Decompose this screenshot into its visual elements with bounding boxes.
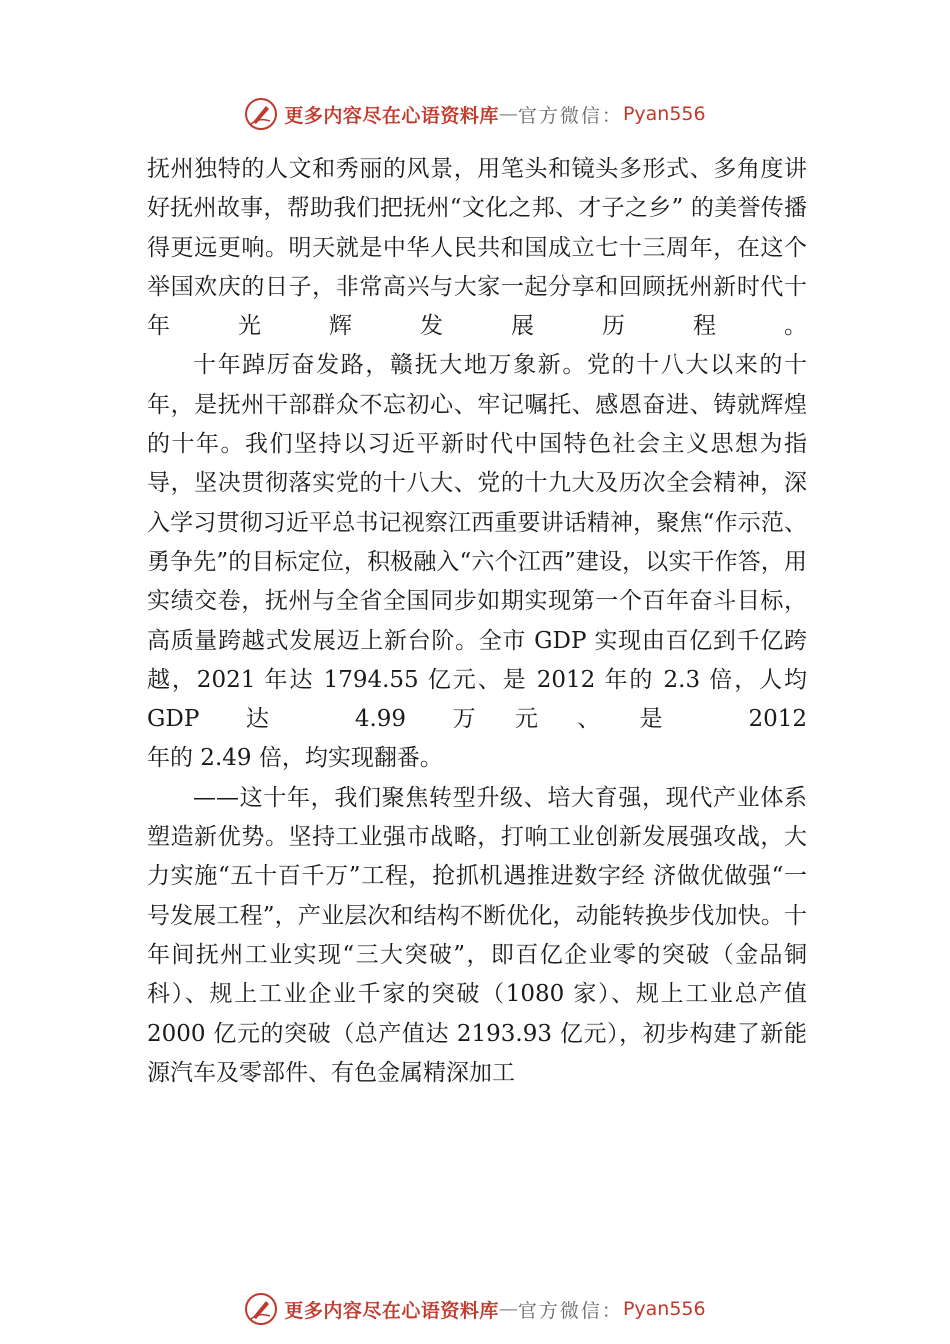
paragraph-1: 抚州独特的人文和秀丽的风景，用笔头和镜头多形式、多角度讲好抚州故事，帮助我们把抚州“文化之邦、才子之乡” 的美誉传播得更远更响。明天就是中华人民共和国成立七十三周年，在这个举国欢庆的日子，非常高兴与大家一起分享和回顾抚州新时代十年光辉发展历程。 — [147, 156, 807, 340]
pen-logo-icon — [244, 97, 278, 131]
footer-watermark — [0, 1289, 950, 1329]
watermark-side-text: 官方微信： — [517, 1299, 623, 1322]
paragraph-3: ——这十年，我们聚焦转型升级、培大育强，现代产业体系塑造新优势。坚持工业强市战略，打响工业创新发展强攻战，大力实施“五十百千万”工程，抢抓机遇推进数字经 济做优做强“一号发展工程”，产业层次和结构不断优化，动能转换步伐加快。十年间抚州工业实现“三大突破”，即百亿企业零的突破（金品铜科）、规上工业企业千家的突破（1080 家）、规上工业总产值 2000 亿元的突破（总产值达 2193.93 亿元），初步构建了新能源汽车及零部件、有色金属精深加工 — [147, 784, 807, 1086]
watermark-id: Pyan556 — [622, 103, 706, 125]
watermark-dash: — — [498, 1298, 518, 1320]
watermark-main-text: 更多内容尽在心语资料库 — [284, 1299, 499, 1322]
watermark-side-text: 官方微信： — [517, 104, 623, 127]
pen-logo-icon — [244, 1292, 278, 1326]
watermark-id: Pyan556 — [622, 1298, 706, 1320]
paragraph-2-tail: 年的 2.49 倍，均实现翻番。 — [147, 745, 443, 772]
header-watermark — [0, 94, 950, 134]
watermark-dash: — — [498, 103, 518, 125]
watermark-main-text: 更多内容尽在心语资料库 — [284, 104, 499, 127]
document-body — [147, 150, 807, 1093]
paragraph-2: 十年踔厉奋发路，赣抚大地万象新。党的十八大以来的十年，是抚州干部群众不忘初心、牢记嘱托、感恩奋进、铸就辉煌的十年。我们坚持以习近平新时代中国特色社会主义思想为指导，坚决贯彻落实党的十八大、党的十九大及历次全会精神，深入学习贯彻习近平总书记视察江西重要讲话精神，聚焦“作示范、勇争先”的目标定位，积极融入“六个江西”建设，以实干作答，用实绩交卷，抚州与全省全国同步如期实现第一个百年奋斗目标，高质量跨越式发展迈上新台阶。全市 GDP 实现由百亿到千亿跨越，2021 年达 1794.55 亿元、是 2012 年的 2.3 倍，人均 GDP 达 4.99 万元、是 2012 — [147, 352, 807, 733]
